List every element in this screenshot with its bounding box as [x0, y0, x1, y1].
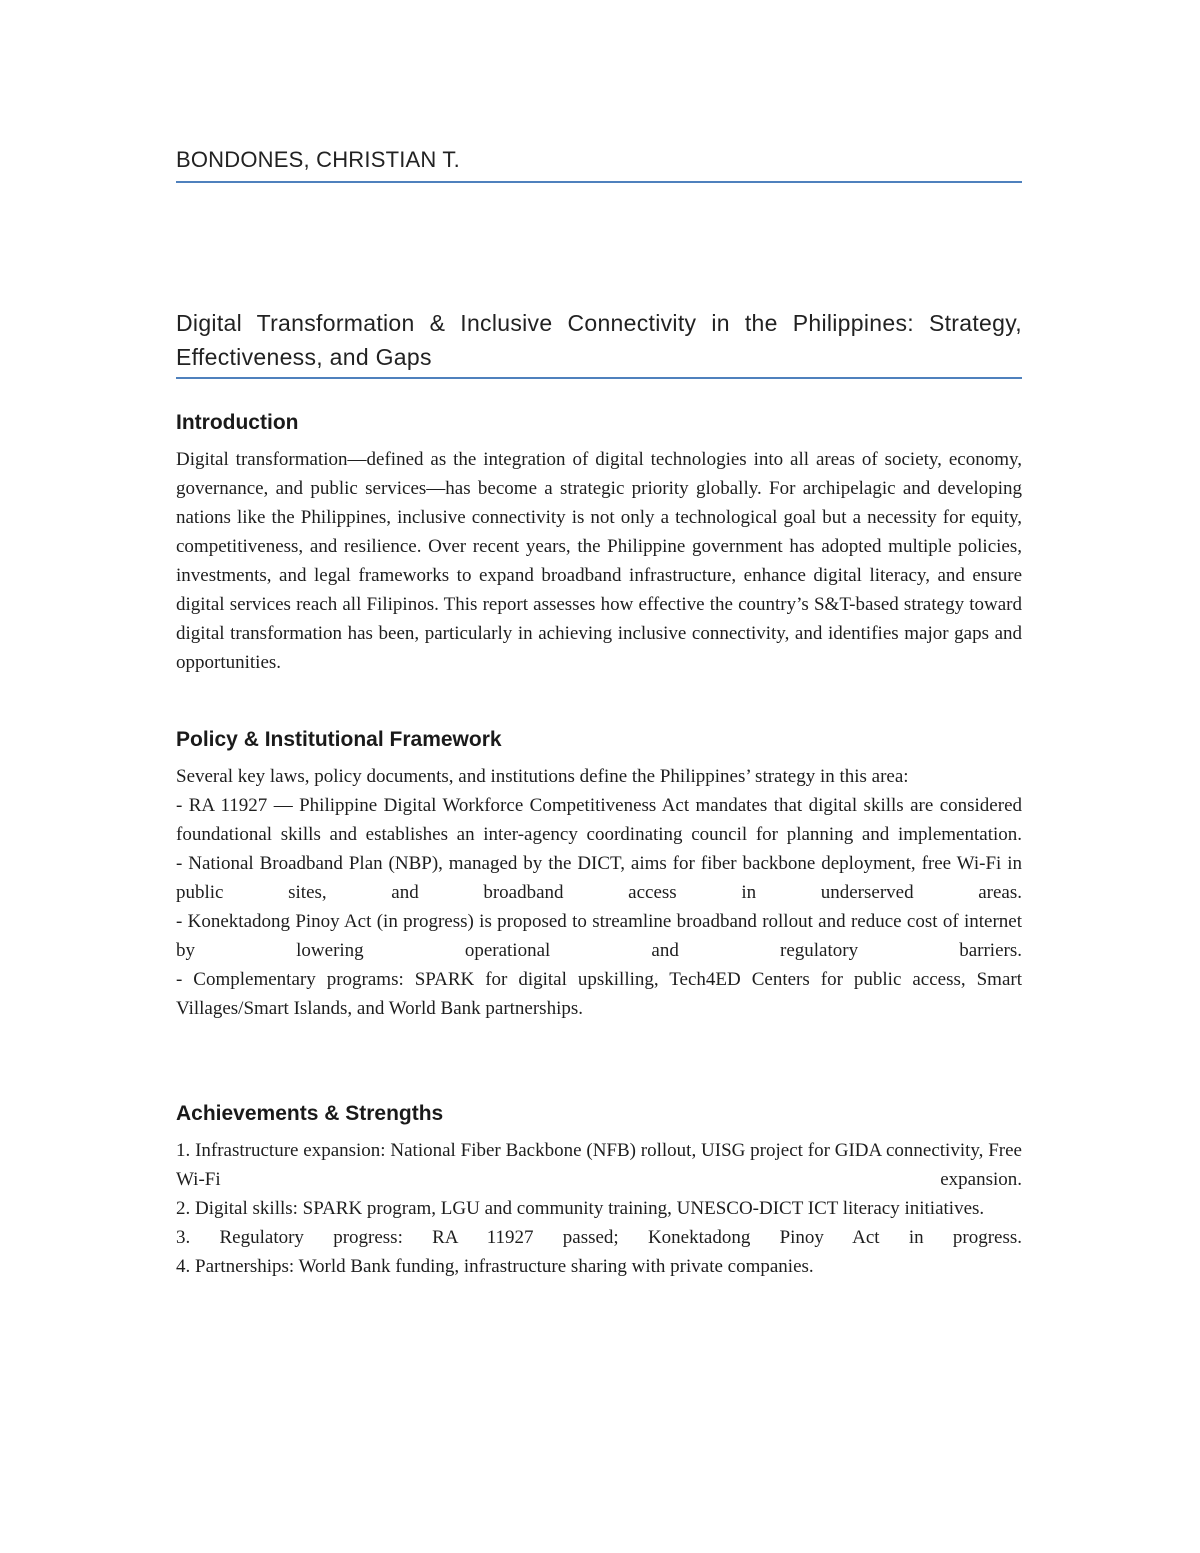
introduction-heading: Introduction — [176, 411, 299, 434]
policy-item: - National Broadband Plan (NBP), managed by the DICT, aims for fiber backbone deployment, free Wi-Fi in public sites, and broadband access in underserved areas. — [176, 853, 1022, 903]
document-title: Digital Transformation & Inclusive Connectivity in the Philippines: Strategy, Effectiveness, and Gaps — [176, 310, 1022, 370]
policy-body — [176, 762, 1022, 1023]
policy-item: - Konektadong Pinoy Act (in progress) is proposed to streamline broadband rollout and reduce cost of internet by lowering operational and regulatory barriers. — [176, 911, 1022, 961]
policy-intro: Several key laws, policy documents, and institutions define the Philippines’ strategy in this area: — [176, 766, 909, 787]
title-underline — [176, 377, 1022, 379]
achievements-heading: Achievements & Strengths — [176, 1102, 444, 1125]
policy-item: - RA 11927 — Philippine Digital Workforce Competitiveness Act mandates that digital skills are considered foundational skills and establishes an inter-agency coordinating council for planning and implementation. — [176, 795, 1022, 845]
achievement-item: 1. Infrastructure expansion: National Fiber Backbone (NFB) rollout, UISG project for GIDA connectivity, Free Wi-Fi expansion. — [176, 1140, 1022, 1190]
introduction-paragraph: Digital transformation—defined as the integration of digital technologies into all areas of society, economy, governance, and public services—has become a strategic priority globally. For archipelagic and developing nations like the Philippines, inclusive connectivity is not only a technological goal but a necessity for equity, competitiveness, and resilience. Over recent years, the Philippine government has adopted multiple policies, investments, and legal frameworks to expand broadband infrastructure, enhance digital literacy, and ensure digital services reach all Filipinos. This report assesses how effective the country’s S&T-based strategy toward digital transformation has been, particularly in achieving inclusive connectivity, and identifies major gaps and opportunities. — [176, 449, 1022, 673]
achievement-item: 4. Partnerships: World Bank funding, infrastructure sharing with private companies. — [176, 1256, 814, 1277]
policy-heading: Policy & Institutional Framework — [176, 728, 502, 751]
achievements-body — [176, 1136, 1022, 1281]
author-underline — [176, 181, 1022, 183]
policy-item: - Complementary programs: SPARK for digital upskilling, Tech4ED Centers for public access, Smart Villages/Smart Islands, and World Bank partnerships. — [176, 969, 1022, 1019]
achievement-item: 2. Digital skills: SPARK program, LGU and community training, UNESCO-DICT ICT literacy initiatives. — [176, 1198, 985, 1219]
achievement-item: 3. Regulatory progress: RA 11927 passed; Konektadong Pinoy Act in progress. — [176, 1227, 1022, 1248]
author-name: BONDONES, CHRISTIAN T. — [176, 147, 460, 172]
